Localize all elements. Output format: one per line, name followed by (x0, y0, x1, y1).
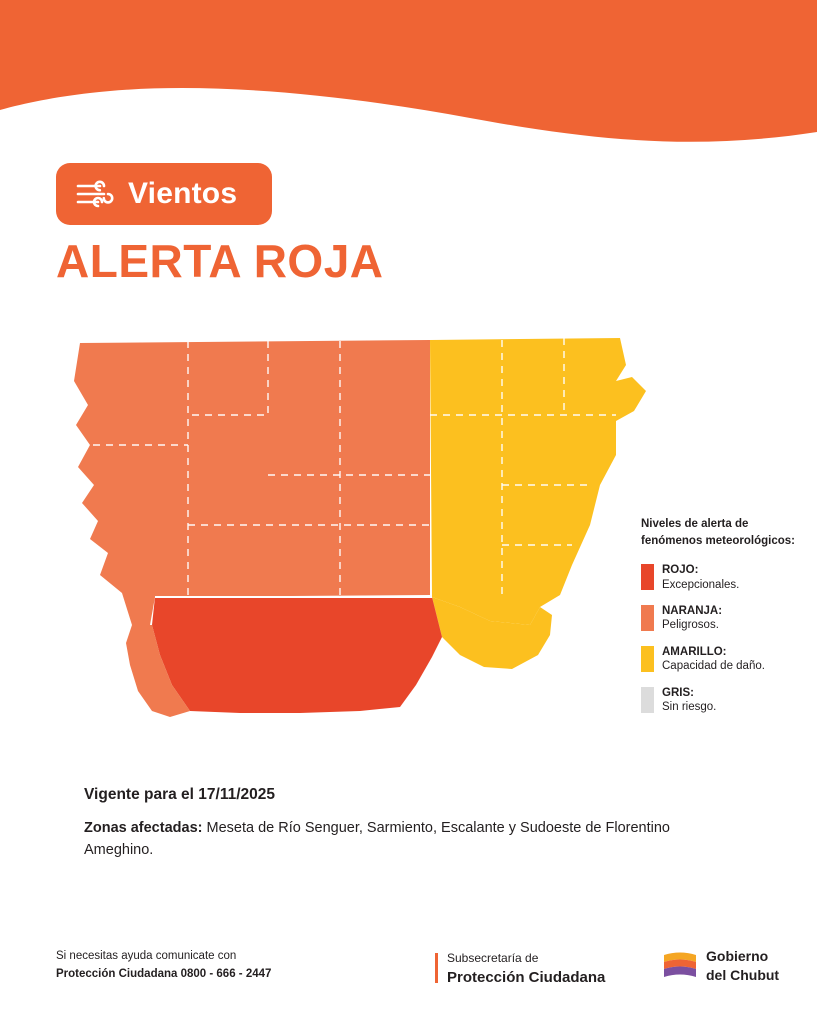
wind-icon (74, 177, 116, 211)
legend (641, 516, 801, 726)
legend-item-naranja (641, 604, 801, 633)
legend-item-rojo (641, 563, 801, 592)
map-region-amarilla-norte (430, 338, 646, 625)
alert-info (84, 786, 734, 862)
footer-help-line1: Si necesitas ayuda comunicate con (56, 950, 237, 962)
affected-zones (84, 818, 734, 862)
chubut-logo-icon (662, 951, 698, 981)
valid-date: Vigente para el 17/11/2025 (84, 786, 276, 803)
legend-swatch-naranja (641, 605, 654, 631)
legend-name-amarillo: AMARILLO: (662, 645, 727, 658)
legend-name-rojo: ROJO: (662, 564, 699, 577)
affected-zones-label: Zonas afectadas: (84, 820, 203, 836)
legend-desc-rojo: Excepcionales. (662, 578, 740, 591)
footer-gob-line2: del Chubut (706, 967, 780, 984)
footer-divider-bar (435, 953, 438, 983)
map-region-roja-sur (152, 597, 442, 713)
footer-gob-line1: Gobierno (706, 948, 769, 964)
legend-desc-naranja: Peligrosos. (662, 619, 719, 632)
legend-desc-amarillo: Capacidad de daño. (662, 660, 765, 673)
legend-swatch-amarillo (641, 646, 654, 672)
legend-item-amarillo (641, 645, 801, 674)
legend-desc-gris: Sin riesgo. (662, 700, 717, 713)
legend-swatch-gris (641, 687, 654, 713)
footer-help (56, 948, 271, 984)
map-region-naranja-oeste (74, 340, 430, 625)
footer-gobierno (662, 947, 779, 985)
footer-help-line2: Protección Ciudadana 0800 - 666 - 2447 (56, 967, 272, 980)
affected-zones-value: Meseta de Río Senguer, Sarmiento, Escalante y Sudoeste de Florentino Ameghino. (84, 820, 670, 858)
footer-subsecretaria (435, 948, 605, 988)
legend-title: Niveles de alerta de fenómenos meteorológicos: (641, 518, 795, 547)
alert-type-label: Vientos (128, 177, 238, 210)
map-chubut (60, 325, 660, 755)
legend-swatch-rojo (641, 564, 654, 590)
legend-item-gris (641, 686, 801, 715)
legend-name-naranja: NARANJA: (662, 605, 723, 618)
top-banner-wave (0, 0, 817, 150)
page-title: ALERTA ROJA (56, 235, 384, 287)
footer (0, 930, 817, 1024)
alert-type-pill (56, 163, 272, 225)
legend-name-gris: GRIS: (662, 686, 694, 699)
footer-sub-line2: Protección Ciudadana (447, 969, 606, 986)
footer-sub-line1: Subsecretaría de (447, 951, 539, 965)
